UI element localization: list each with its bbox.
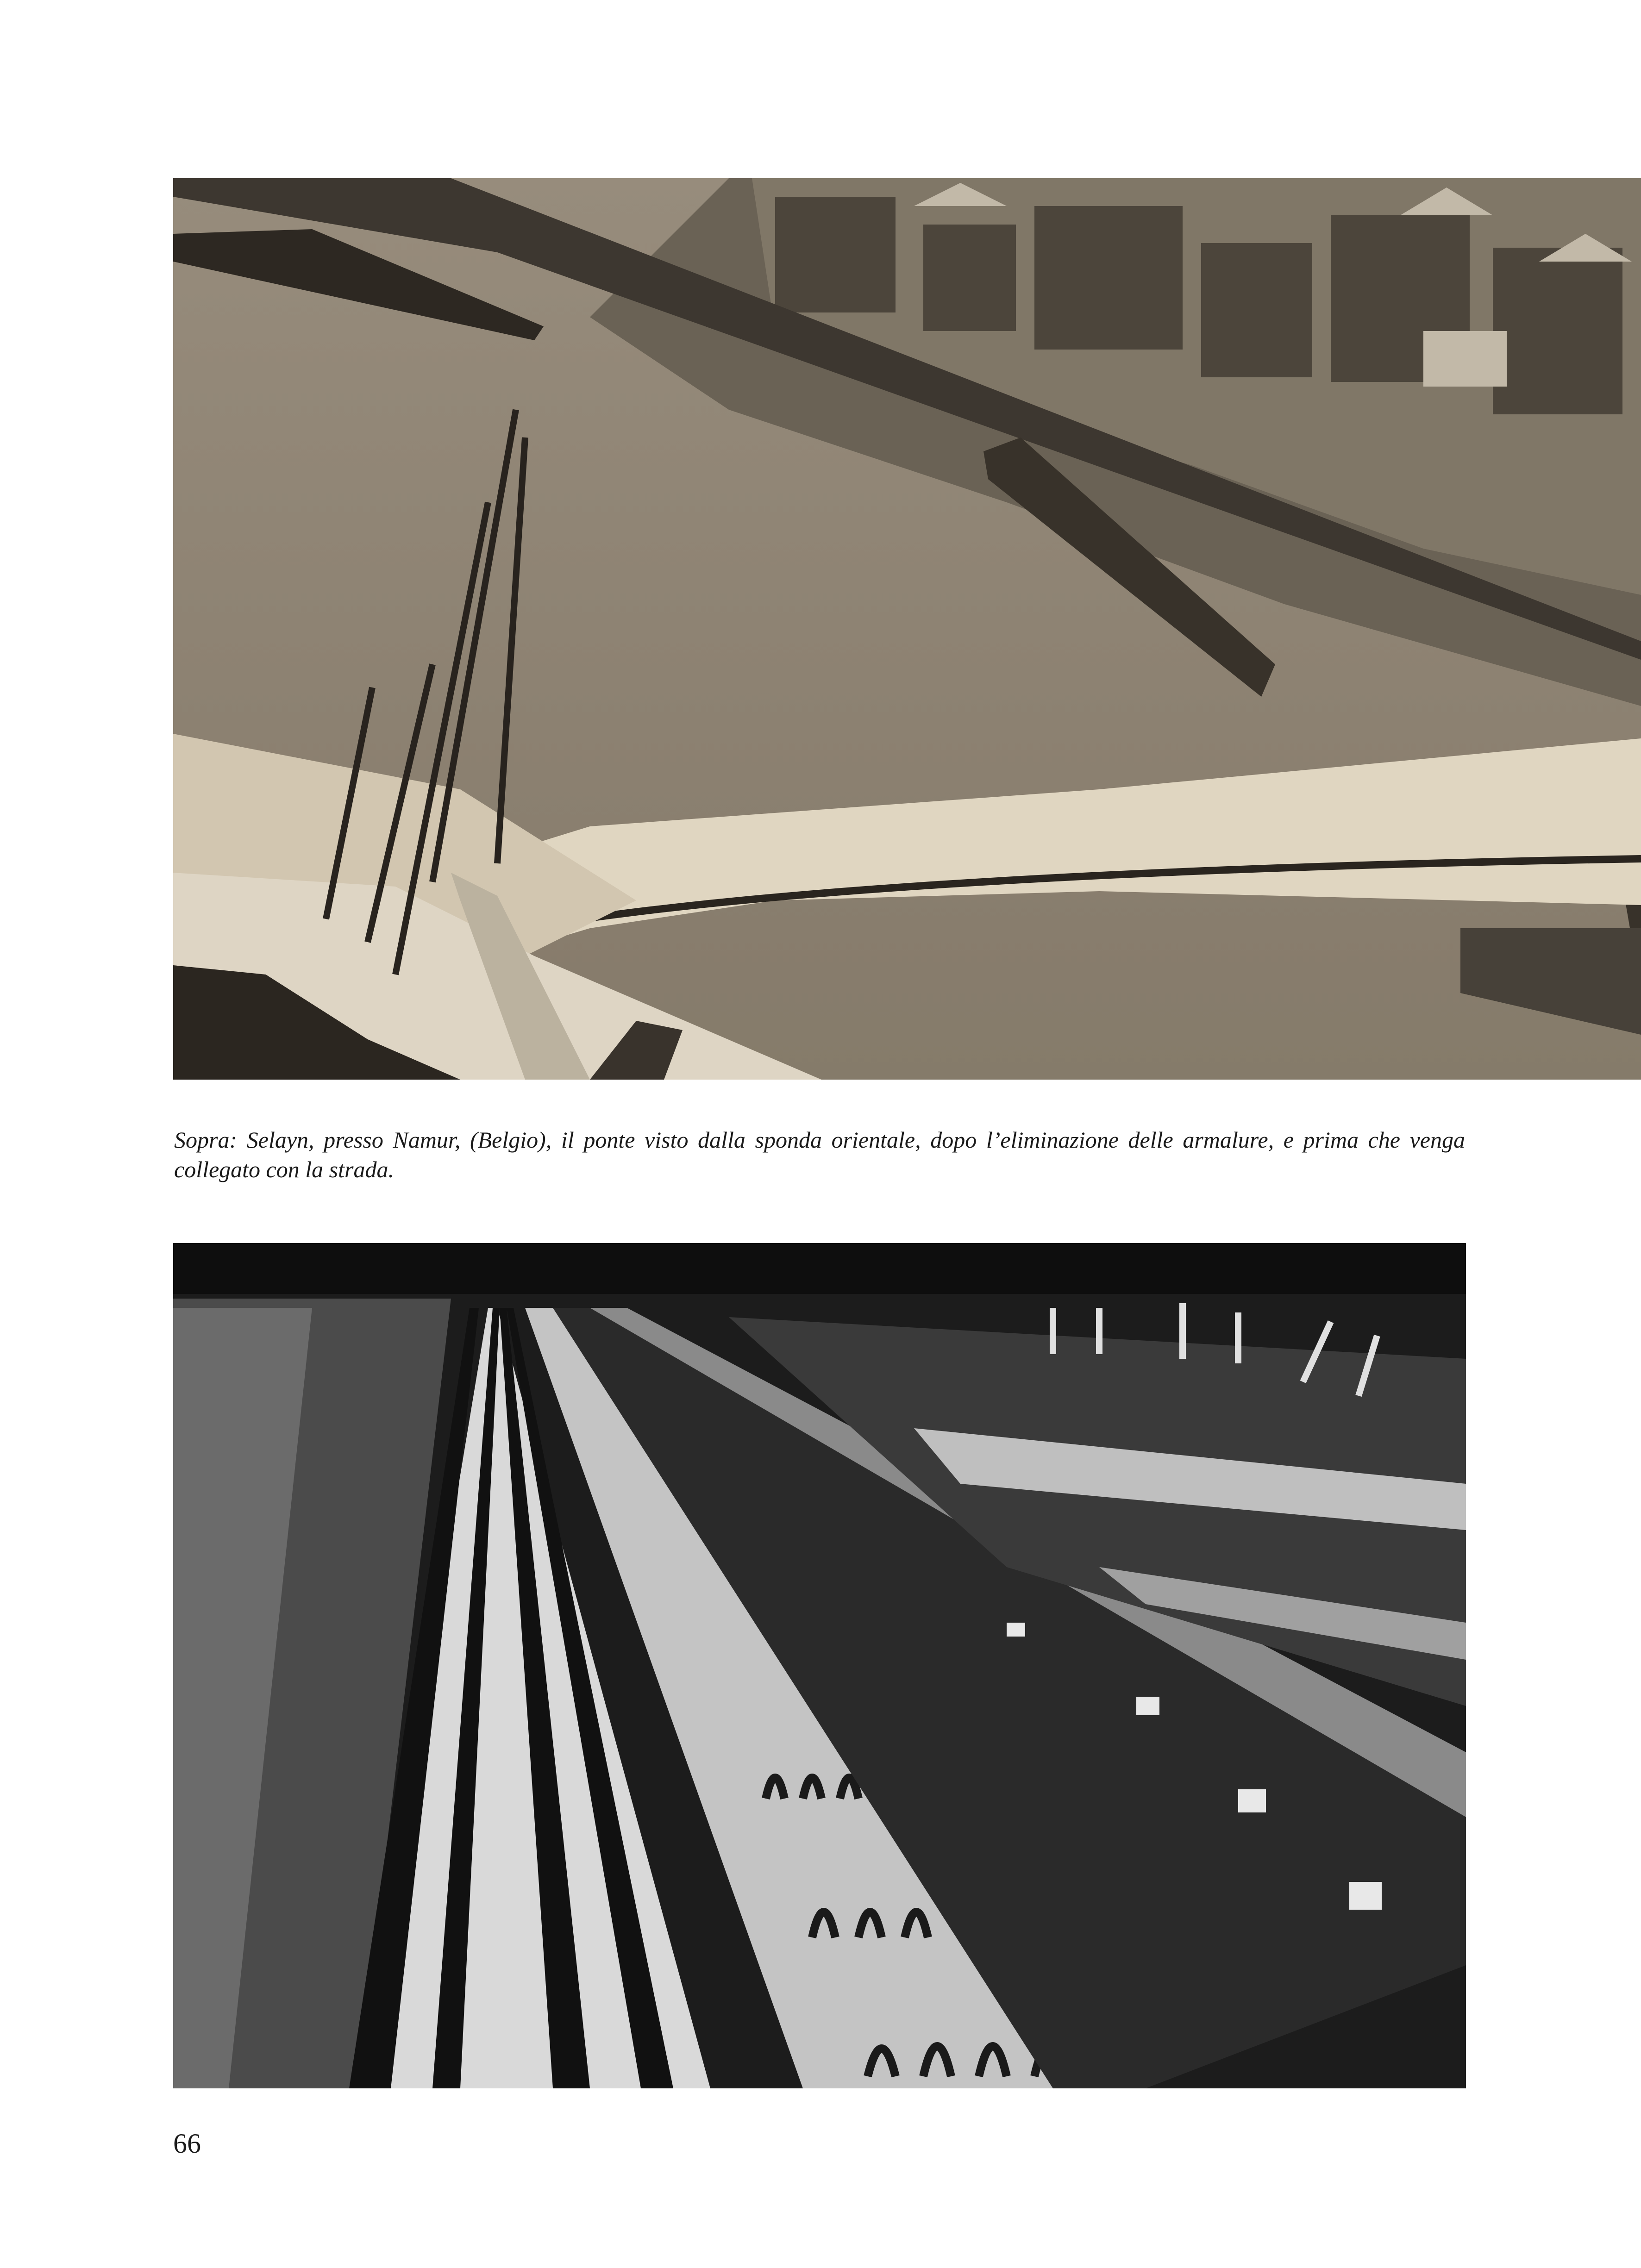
photo-caption: Sopra: Selayn, presso Namur, (Belgio), il ponte visto dalla sponda orientale, dopo l’eliminazione delle armalure, e prima che venga collegato con la strada. <box>174 1127 1465 1182</box>
photo-bridge-selayn <box>173 178 1641 1080</box>
photo-bridge-deck-perspective <box>173 1243 1466 2088</box>
photo-bridge-selayn-image <box>173 178 1641 1080</box>
page-number: 66 <box>173 2128 201 2159</box>
photo-bridge-deck-perspective-image <box>173 1243 1466 2088</box>
